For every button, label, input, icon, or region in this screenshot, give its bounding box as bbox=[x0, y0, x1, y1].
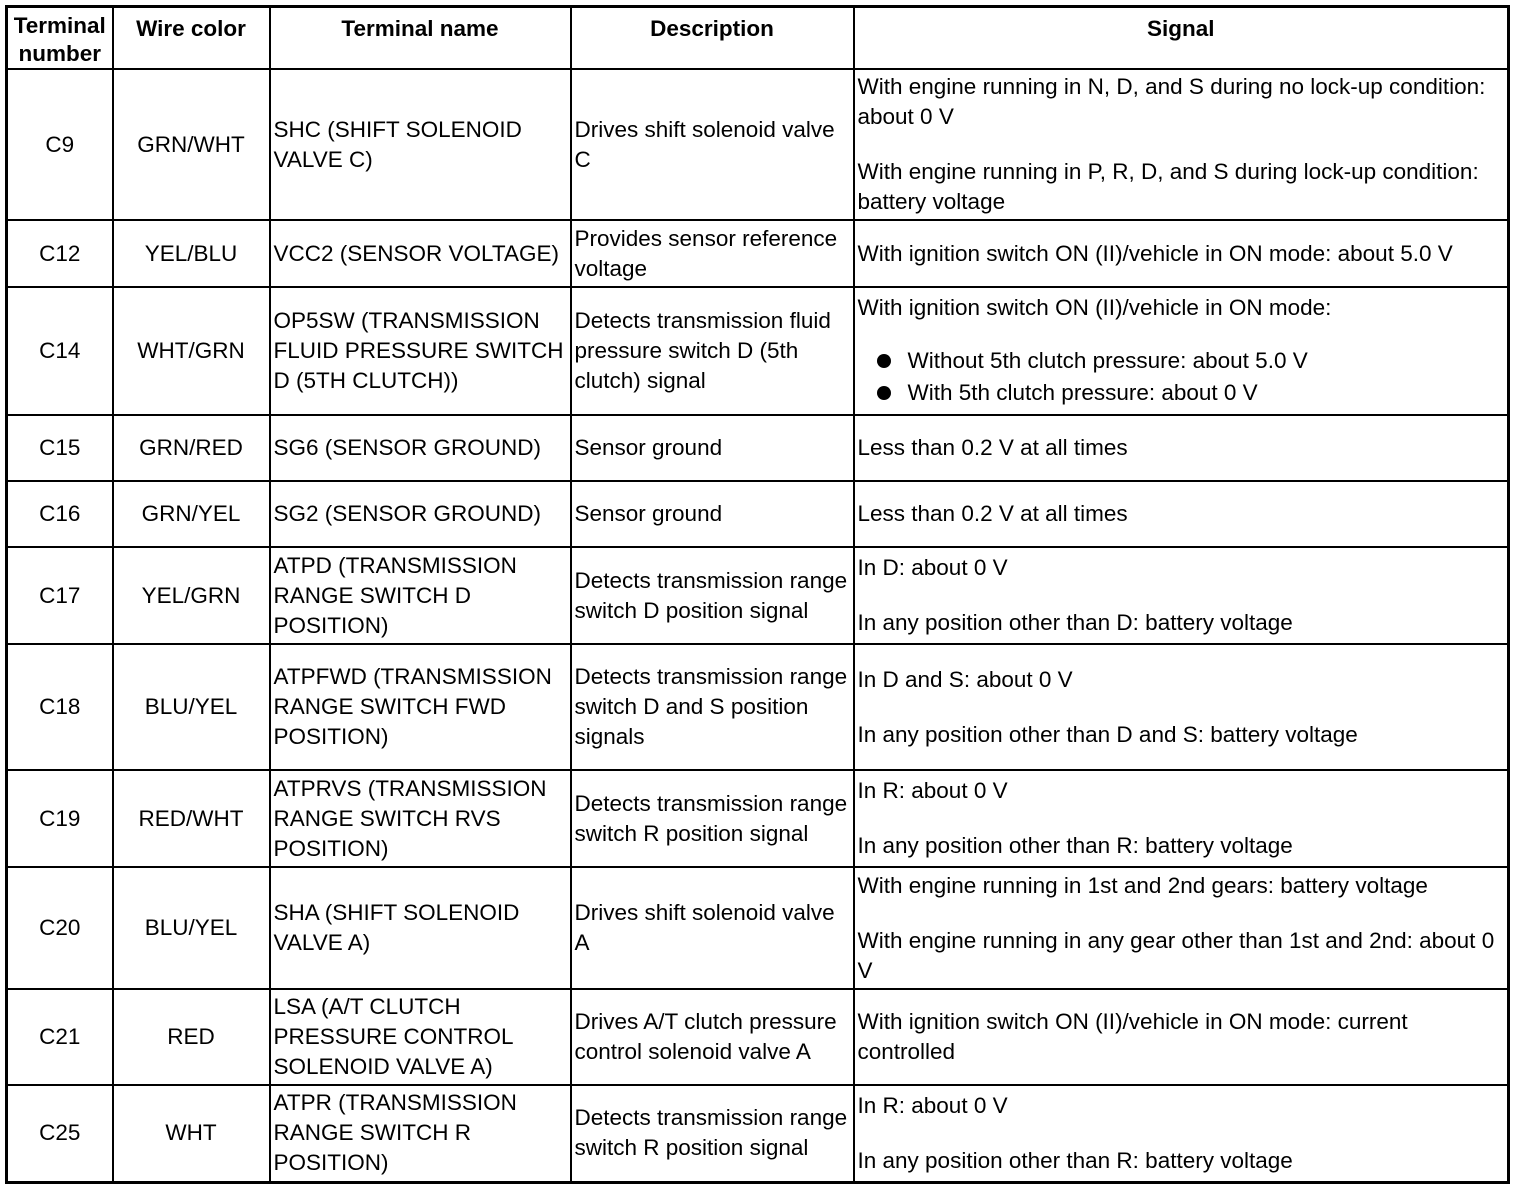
signal-cell bbox=[854, 287, 1509, 415]
signal-bullet-text: Without 5th clutch pressure: about 5.0 V bbox=[907, 348, 1308, 373]
header-wire-color: Wire color bbox=[113, 7, 270, 70]
signal-bullet-list bbox=[858, 345, 1505, 409]
table-row bbox=[7, 481, 1509, 547]
terminal-number-cell: C16 bbox=[7, 481, 113, 547]
signal-text: In any position other than D: battery voltage bbox=[857, 610, 1293, 635]
signal-cell bbox=[854, 481, 1509, 547]
signal-text: In D: about 0 V bbox=[857, 555, 1008, 580]
signal-text: In R: about 0 V bbox=[857, 1092, 1008, 1118]
terminal-number-cell: C20 bbox=[7, 867, 113, 989]
signal-bullet-item bbox=[858, 345, 1505, 377]
table-header-row bbox=[7, 7, 1509, 70]
wire-color-cell: YEL/BLU bbox=[113, 220, 270, 287]
wire-color-cell: BLU/YEL bbox=[113, 644, 270, 770]
signal-text: In R: about 0 V bbox=[857, 778, 1008, 803]
wire-color-cell: BLU/YEL bbox=[113, 867, 270, 989]
signal-cell bbox=[854, 867, 1509, 989]
signal-bullet-text: With 5th clutch pressure: about 0 V bbox=[907, 380, 1258, 405]
signal-bullet-item bbox=[858, 377, 1505, 409]
signal-text: With ignition switch ON (II)/vehicle in ON mode: current controlled bbox=[857, 1009, 1408, 1064]
terminal-name-cell: OP5SW (TRANSMISSION FLUID PRESSURE SWITCH D (5TH CLUTCH)) bbox=[270, 287, 571, 415]
terminal-number-cell: C17 bbox=[7, 547, 113, 644]
signal-text: With engine running in P, R, D, and S during lock-up condition: battery voltage bbox=[857, 159, 1479, 214]
terminal-number-cell: C9 bbox=[7, 69, 113, 220]
description-cell: Detects transmission range switch R position signal bbox=[571, 1085, 854, 1182]
description-cell: Drives shift solenoid valve A bbox=[571, 867, 854, 989]
header-terminal-name: Terminal name bbox=[270, 7, 571, 70]
table-row bbox=[7, 770, 1509, 867]
table-body bbox=[7, 69, 1509, 1182]
terminal-number-cell: C15 bbox=[7, 415, 113, 481]
terminal-name-cell: ATPD (TRANSMISSION RANGE SWITCH D POSITION) bbox=[270, 547, 571, 644]
bullet-dot-icon bbox=[877, 354, 891, 368]
wire-color-cell: WHT bbox=[113, 1085, 270, 1182]
terminal-name-cell: SG6 (SENSOR GROUND) bbox=[270, 415, 571, 481]
terminal-number-cell: C19 bbox=[7, 770, 113, 867]
signal-text: With engine running in any gear other than 1st and 2nd: about 0 V bbox=[857, 927, 1495, 983]
description-cell: Detects transmission range switch R position signal bbox=[571, 770, 854, 867]
terminal-number-cell: C12 bbox=[7, 220, 113, 287]
signal-cell bbox=[854, 644, 1509, 770]
signal-cell bbox=[854, 1085, 1509, 1182]
signal-text: With ignition switch ON (II)/vehicle in ON mode: about 5.0 V bbox=[857, 240, 1453, 266]
signal-text: With engine running in 1st and 2nd gears: battery voltage bbox=[857, 872, 1428, 898]
signal-cell bbox=[854, 69, 1509, 220]
wire-color-cell: GRN/WHT bbox=[113, 69, 270, 220]
wire-color-cell: YEL/GRN bbox=[113, 547, 270, 644]
description-cell: Sensor ground bbox=[571, 415, 854, 481]
terminal-number-cell: C25 bbox=[7, 1085, 113, 1182]
signal-text: In any position other than D and S: battery voltage bbox=[857, 721, 1358, 747]
terminal-name-cell: LSA (A/T CLUTCH PRESSURE CONTROL SOLENOID VALVE A) bbox=[270, 989, 571, 1085]
signal-cell bbox=[854, 547, 1509, 644]
signal-text: Less than 0.2 V at all times bbox=[857, 435, 1128, 460]
table-row bbox=[7, 287, 1509, 415]
description-cell: Detects transmission fluid pressure switch D (5th clutch) signal bbox=[571, 287, 854, 415]
signal-text: Less than 0.2 V at all times bbox=[857, 501, 1128, 526]
description-cell: Detects transmission range switch D and S position signals bbox=[571, 644, 854, 770]
wire-color-cell: GRN/RED bbox=[113, 415, 270, 481]
signal-cell bbox=[854, 220, 1509, 287]
wire-color-cell: RED bbox=[113, 989, 270, 1085]
table-row bbox=[7, 1085, 1509, 1182]
signal-cell bbox=[854, 770, 1509, 867]
terminal-number-cell: C18 bbox=[7, 644, 113, 770]
wire-color-cell: RED/WHT bbox=[113, 770, 270, 867]
signal-text: With ignition switch ON (II)/vehicle in ON mode: bbox=[857, 295, 1332, 320]
terminal-name-cell: ATPFWD (TRANSMISSION RANGE SWITCH FWD POSITION) bbox=[270, 644, 571, 770]
table-row bbox=[7, 644, 1509, 770]
description-cell: Drives A/T clutch pressure control solenoid valve A bbox=[571, 989, 854, 1085]
bullet-dot-icon bbox=[877, 386, 891, 400]
table-row bbox=[7, 547, 1509, 644]
table-row bbox=[7, 220, 1509, 287]
header-signal: Signal bbox=[854, 7, 1509, 70]
wire-color-cell: GRN/YEL bbox=[113, 481, 270, 547]
terminal-number-cell: C21 bbox=[7, 989, 113, 1085]
description-cell: Provides sensor reference voltage bbox=[571, 220, 854, 287]
terminal-name-cell: SHA (SHIFT SOLENOID VALVE A) bbox=[270, 867, 571, 989]
signal-text: In any position other than R: battery voltage bbox=[857, 1147, 1293, 1173]
signal-text: In D and S: about 0 V bbox=[857, 666, 1073, 692]
description-cell: Drives shift solenoid valve C bbox=[571, 69, 854, 220]
signal-text: In any position other than R: battery voltage bbox=[857, 833, 1293, 858]
description-cell: Detects transmission range switch D position signal bbox=[571, 547, 854, 644]
table-row bbox=[7, 69, 1509, 220]
header-description: Description bbox=[571, 7, 854, 70]
terminal-name-cell: ATPR (TRANSMISSION RANGE SWITCH R POSITION) bbox=[270, 1085, 571, 1182]
signal-cell bbox=[854, 989, 1509, 1085]
terminal-number-cell: C14 bbox=[7, 287, 113, 415]
terminal-name-cell: SG2 (SENSOR GROUND) bbox=[270, 481, 571, 547]
terminal-name-cell: SHC (SHIFT SOLENOID VALVE C) bbox=[270, 69, 571, 220]
header-terminal-number: Terminal number bbox=[7, 7, 113, 70]
terminal-name-cell: VCC2 (SENSOR VOLTAGE) bbox=[270, 220, 571, 287]
terminal-name-cell: ATPRVS (TRANSMISSION RANGE SWITCH RVS POSITION) bbox=[270, 770, 571, 867]
signal-text: With engine running in N, D, and S during no lock-up condition: about 0 V bbox=[857, 74, 1486, 129]
terminal-table bbox=[5, 5, 1510, 1184]
table-row bbox=[7, 867, 1509, 989]
description-cell: Sensor ground bbox=[571, 481, 854, 547]
wire-color-cell: WHT/GRN bbox=[113, 287, 270, 415]
table-row bbox=[7, 415, 1509, 481]
table-row bbox=[7, 989, 1509, 1085]
signal-cell bbox=[854, 415, 1509, 481]
